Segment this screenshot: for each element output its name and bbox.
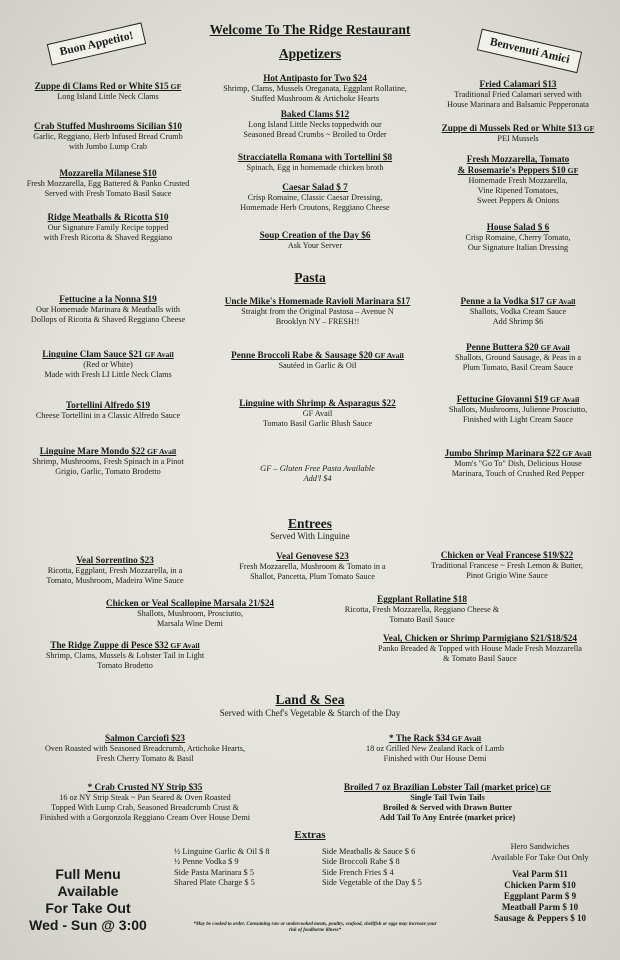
section-appetizers: Appetizers xyxy=(278,46,342,61)
menu-item: Chicken or Veal Francese $19/$22 Traditional Francese ~ Fresh Lemon & Butter, Pinot Grigio Wine Sauce xyxy=(431,550,583,580)
menu-item: Penne a la Vodka $17 GF Avail Shallots, Vodka Cream Sauce Add Shrimp $6 xyxy=(460,296,576,326)
menu-item: * The Rack $34 GF Avail 18 oz Grilled New Zealand Rack of Lamb Finished with Our House Demi xyxy=(365,733,504,763)
menu-item: Caesar Salad $ 7 Crisp Romaine, Classic Caesar Dressing, Homemade Herb Croutons, Reggiano Cheese xyxy=(240,182,390,212)
menu-item: Hot Antipasto for Two $24 Shrimp, Clams, Mussels Oreganata, Eggplant Rollatine, Stuffed Mushroom & Artichoke Hearts xyxy=(223,73,407,103)
menu-item: Tortellini Alfredo $19 Cheese Tortellini in a Classic Alfredo Sauce xyxy=(35,400,181,420)
menu-item: Penne Broccoli Rabe & Sausage $20 GF Avail Sautéed in Garlic & Oil xyxy=(231,350,404,370)
take-out-notice: Full Menu Available For Take Out Wed - Sun @ 3:00 xyxy=(29,866,147,933)
menu-item: Linguine Mare Mondo $22 GF Avail Shrimp, Mushrooms, Fresh Spinach in a Pinot Grigio, Garlic, Tomato Brodetto xyxy=(32,446,184,476)
hero-item: Meatball Parm $ 10 xyxy=(501,902,579,912)
hero-title: Hero Sandwiches Available For Take Out Only xyxy=(491,842,589,862)
extras-item: ½ Penne Vodka $ 9 xyxy=(174,857,239,867)
stamp-benvenuti-amici: Benvenuti Amici xyxy=(477,29,583,74)
menu-item: The Ridge Zuppe di Pesce $32 GF Avail Shrimp, Clams, Mussels & Lobster Tail in Light Tomato Brodetto xyxy=(45,640,205,670)
hero-item: Chicken Parm $10 xyxy=(504,880,576,890)
entrees-subtitle: Served With Linguine xyxy=(270,531,350,541)
menu-item: Broiled 7 oz Brazilian Lobster Tail (market price) GF Single Tail Twin Tails Broiled & Served with Drawn Butter Add Tail To Any Entrée (market price) xyxy=(343,782,552,822)
menu-item: Fettucine a la Nonna $19 Our Homemade Marinara & Meatballs with Dollops of Ricotta & Shaved Reggiano Cheese xyxy=(30,294,186,324)
extras-item: Side Meatballs & Sauce $ 6 xyxy=(322,847,416,856)
land-and-sea-subtitle: Served with Chef's Vegetable & Starch of the Day xyxy=(219,708,401,718)
menu-item: Linguine with Shrimp & Asparagus $22 GF Avail Tomato Basil Garlic Blush Sauce xyxy=(239,398,396,428)
menu-item: Crab Stuffed Mushrooms Sicilian $10 Garlic, Reggiano, Herb Infused Bread Crumb with Jumbo Lump Crab xyxy=(33,121,183,151)
menu-item: Fresh Mozzarella, Tomato & Rosemarie's Peppers $10 GF Homemade Fresh Mozzarella, Vine Ripened Tomatoes, Sweet Peppers & Onions xyxy=(457,154,579,205)
menu-item: * Crab Crusted NY Strip $35 16 oz NY Strip Steak ~ Pan Seared & Oven Roasted Topped With Lump Crab, Seasoned Breadcrumb Crust & Finished with a Gorgonzola Reggiano Cream Over House Demi xyxy=(40,782,250,822)
menu-item: Zuppe di Clams Red or White $15 GF Long Island Little Neck Clams xyxy=(34,81,182,101)
hero-item: Sausage & Peppers $ 10 xyxy=(494,913,586,923)
extras-item: Side Broccoli Rabe $ 8 xyxy=(322,857,400,867)
restaurant-title: Welcome To The Ridge Restaurant xyxy=(209,22,411,37)
section-entrees: Entrees xyxy=(288,516,332,531)
extras-item: Side Vegetable of the Day $ 5 xyxy=(322,878,422,888)
menu-item: Baked Clams $12 Long Island Little Necks toppedwith our Seasoned Bread Crumbs ~ Broiled to Order xyxy=(243,109,387,139)
extras-item: ½ Linguine Garlic & Oil $ 8 xyxy=(174,847,270,856)
menu-item: Veal Sorrentino $23 Ricotta, Eggplant, Fresh Mozzarella, in a Tomato, Mushroom, Madeira Wine Sauce xyxy=(46,555,184,585)
extras-list-left xyxy=(174,847,270,889)
menu-item: Eggplant Rollatine $18 Ricotta, Fresh Mozzarella, Reggiano Cheese & Tomato Basil Sauce xyxy=(344,594,500,624)
extras-item: Side French Fries $ 4 xyxy=(322,867,394,877)
menu-item: Uncle Mike's Homemade Ravioli Marinara $17 Straight from the Original Pastosa – Avenue N Brooklyn NY – FRESH!! xyxy=(224,296,411,326)
menu-item: Veal Genovese $23 Fresh Mozzarella, Mushroom & Tomato in a Shallot, Pancetta, Plum Tomato Sauce xyxy=(239,551,386,581)
menu-item: Stracciatella Romana with Tortellini $8 Spinach, Egg in homemade chicken broth xyxy=(237,152,393,172)
section-land-and-sea: Land & Sea xyxy=(275,692,345,707)
section-pasta: Pasta xyxy=(294,270,326,285)
menu-item: Veal, Chicken or Shrimp Parmigiano $21/$18/$24 Panko Breaded & Topped with House Made Fresh Mozzarella & Tomato Basil Sauce xyxy=(378,633,582,663)
extras-item: Side Pasta Marinara $ 5 xyxy=(174,867,255,877)
menu-item: Jumbo Shrimp Marinara $22 GF Avail Mom's "Go To" Dish, Delicious House Marinara, Touch of Crushed Red Pepper xyxy=(444,448,592,478)
gluten-free-note: GF – Gluten Free Pasta Available Add'l $4 xyxy=(260,464,375,483)
menu-item: Fried Calamari $13 Traditional Fried Calamari served with House Marinara and Balsamic Pepperonata xyxy=(447,79,589,109)
menu-item: Salmon Carciofi $23 Oven Roasted with Seasoned Breadcrumb, Artichoke Hearts, Fresh Cherry Tomato & Basil xyxy=(44,733,246,763)
stamp-buon-appetito: Buon Appetito! xyxy=(47,22,147,65)
menu-item: Fettucine Giovanni $19 GF Avail Shallots, Mushrooms, Julienne Prosciutto, Finished with Light Cream Sauce xyxy=(448,394,588,424)
menu-item: House Salad $ 6 Crisp Romaine, Cherry Tomato, Our Signature Italian Dressing xyxy=(465,222,571,252)
extras-item: Shared Plate Charge $ 5 xyxy=(174,878,255,888)
menu-item: Mozzarella Milanese $10 Fresh Mozzarella, Egg Battered & Panko Crusted Served with Fresh Tomato Basil Sauce xyxy=(26,168,190,198)
hero-sandwiches xyxy=(470,842,610,924)
menu-item: Soup Creation of the Day $6 Ask Your Server xyxy=(259,230,371,250)
section-extras: Extras xyxy=(294,829,326,841)
extras-list-right xyxy=(322,847,422,889)
hero-item: Veal Parm $11 xyxy=(512,869,568,879)
food-safety-disclaimer: *May be cooked to order. Consuming raw or undercooked meats, poultry, seafood, shellfish or eggs may increase your risk of foodborne illness* xyxy=(193,922,437,933)
menu-item: Chicken or Veal Scallopine Marsala 21/$24 Shallots, Mushroom, Prosciutto, Marsala Wine Demi xyxy=(105,598,275,628)
hero-item: Eggplant Parm $ 9 xyxy=(503,891,577,901)
menu-item: Linguine Clam Sauce $21 GF Avail (Red or White) Made with Fresh LI Little Neck Clams xyxy=(42,349,174,379)
menu-item: Penne Buttera $20 GF Avail Shallots, Ground Sausage, & Peas in a Plum Tomato, Basil Cream Sauce xyxy=(455,342,581,372)
menu-item: Ridge Meatballs & Ricotta $10 Our Signature Family Recipe topped with Fresh Ricotta & Shaved Reggiano xyxy=(43,212,173,242)
menu-item: Zuppe di Mussels Red or White $13 GF PEI Mussels xyxy=(441,123,595,143)
